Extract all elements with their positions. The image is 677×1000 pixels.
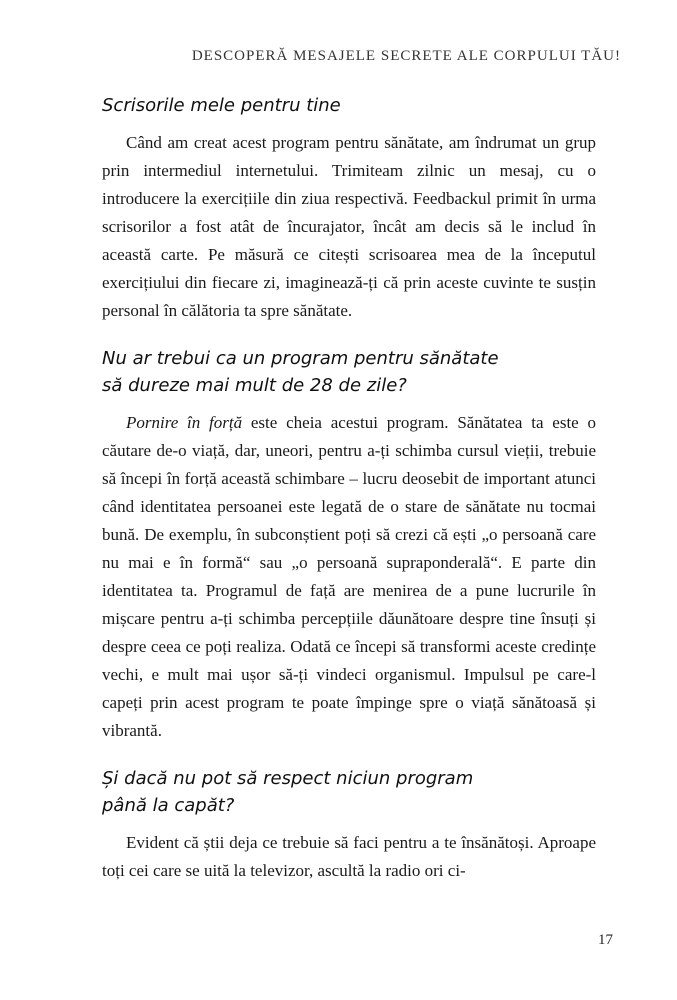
heading-line-2: până la capăt?	[102, 795, 235, 816]
section-28-days	[102, 345, 596, 745]
section-letters	[102, 92, 596, 325]
section-paragraph: Evident că știi deja ce trebuie să faci pentru a te însănătoși. Aproape toți cei care se uită la televizor, ascultă la radio ori ci-	[102, 833, 596, 880]
section-heading: Scrisorile mele pentru tine	[102, 95, 341, 116]
heading-line-1: Și dacă nu pot să respect niciun program	[102, 768, 474, 789]
section-heading	[102, 345, 596, 399]
section-heading	[102, 765, 596, 819]
heading-line-1: Nu ar trebui ca un program pentru sănătate	[102, 348, 499, 369]
section-paragraph: Când am creat acest program pentru sănătate, am îndrumat un grup prin intermediul internetului. Trimiteam zilnic un mesaj, cu o introducere la exercițiile din ziua respectivă. Feedbackul primit în urma scrisorilor a fost atât de încurajator, încât am decis să le includ în această carte. Pe măsură ce citești scrisoarea mea de la începutul exercițiului din fiecare zi, imaginează-ți că prin aceste cuvinte te susțin personal în călătoria ta spre sănătate.	[102, 133, 596, 320]
page-body	[102, 92, 596, 905]
section-paragraph	[102, 409, 596, 745]
paragraph-text: este cheia acestui program. Sănătatea ta este o căutare de-o viață, dar, uneori, pentru a-ți schimba cursul vieții, trebuie să începi în forță această schimbare – lucru deosebit de important atunci când identitatea persoanei este legată de o stare de sănătate nu tocmai bună. De exemplu, în subconștient poți să crezi că ești „o persoană care nu mai e în formă“ sau „o persoană supraponderală“. E parte din identitatea ta. Programul de față are menirea de a pune lucrurile în mișcare pentru a-ți schimba percepțiile dăunătoare despre tine însuți și despre ceea ce poți realiza. Odată ce începi să transformi aceste credințe vechi, e mult mai ușor să-ți vindeci organismul. Impulsul pe care-l capeți prin acest program te poate împinge spre o viață sănătoasă și vibrantă.	[102, 413, 597, 740]
section-cannot-finish	[102, 765, 596, 885]
heading-line-2: să dureze mai mult de 28 de zile?	[102, 375, 407, 396]
emphasized-term: Pornire în forță	[126, 413, 243, 432]
page-number: 17	[598, 932, 613, 948]
running-header: DESCOPERĂ MESAJELE SECRETE ALE CORPULUI TĂU!	[191, 48, 621, 64]
